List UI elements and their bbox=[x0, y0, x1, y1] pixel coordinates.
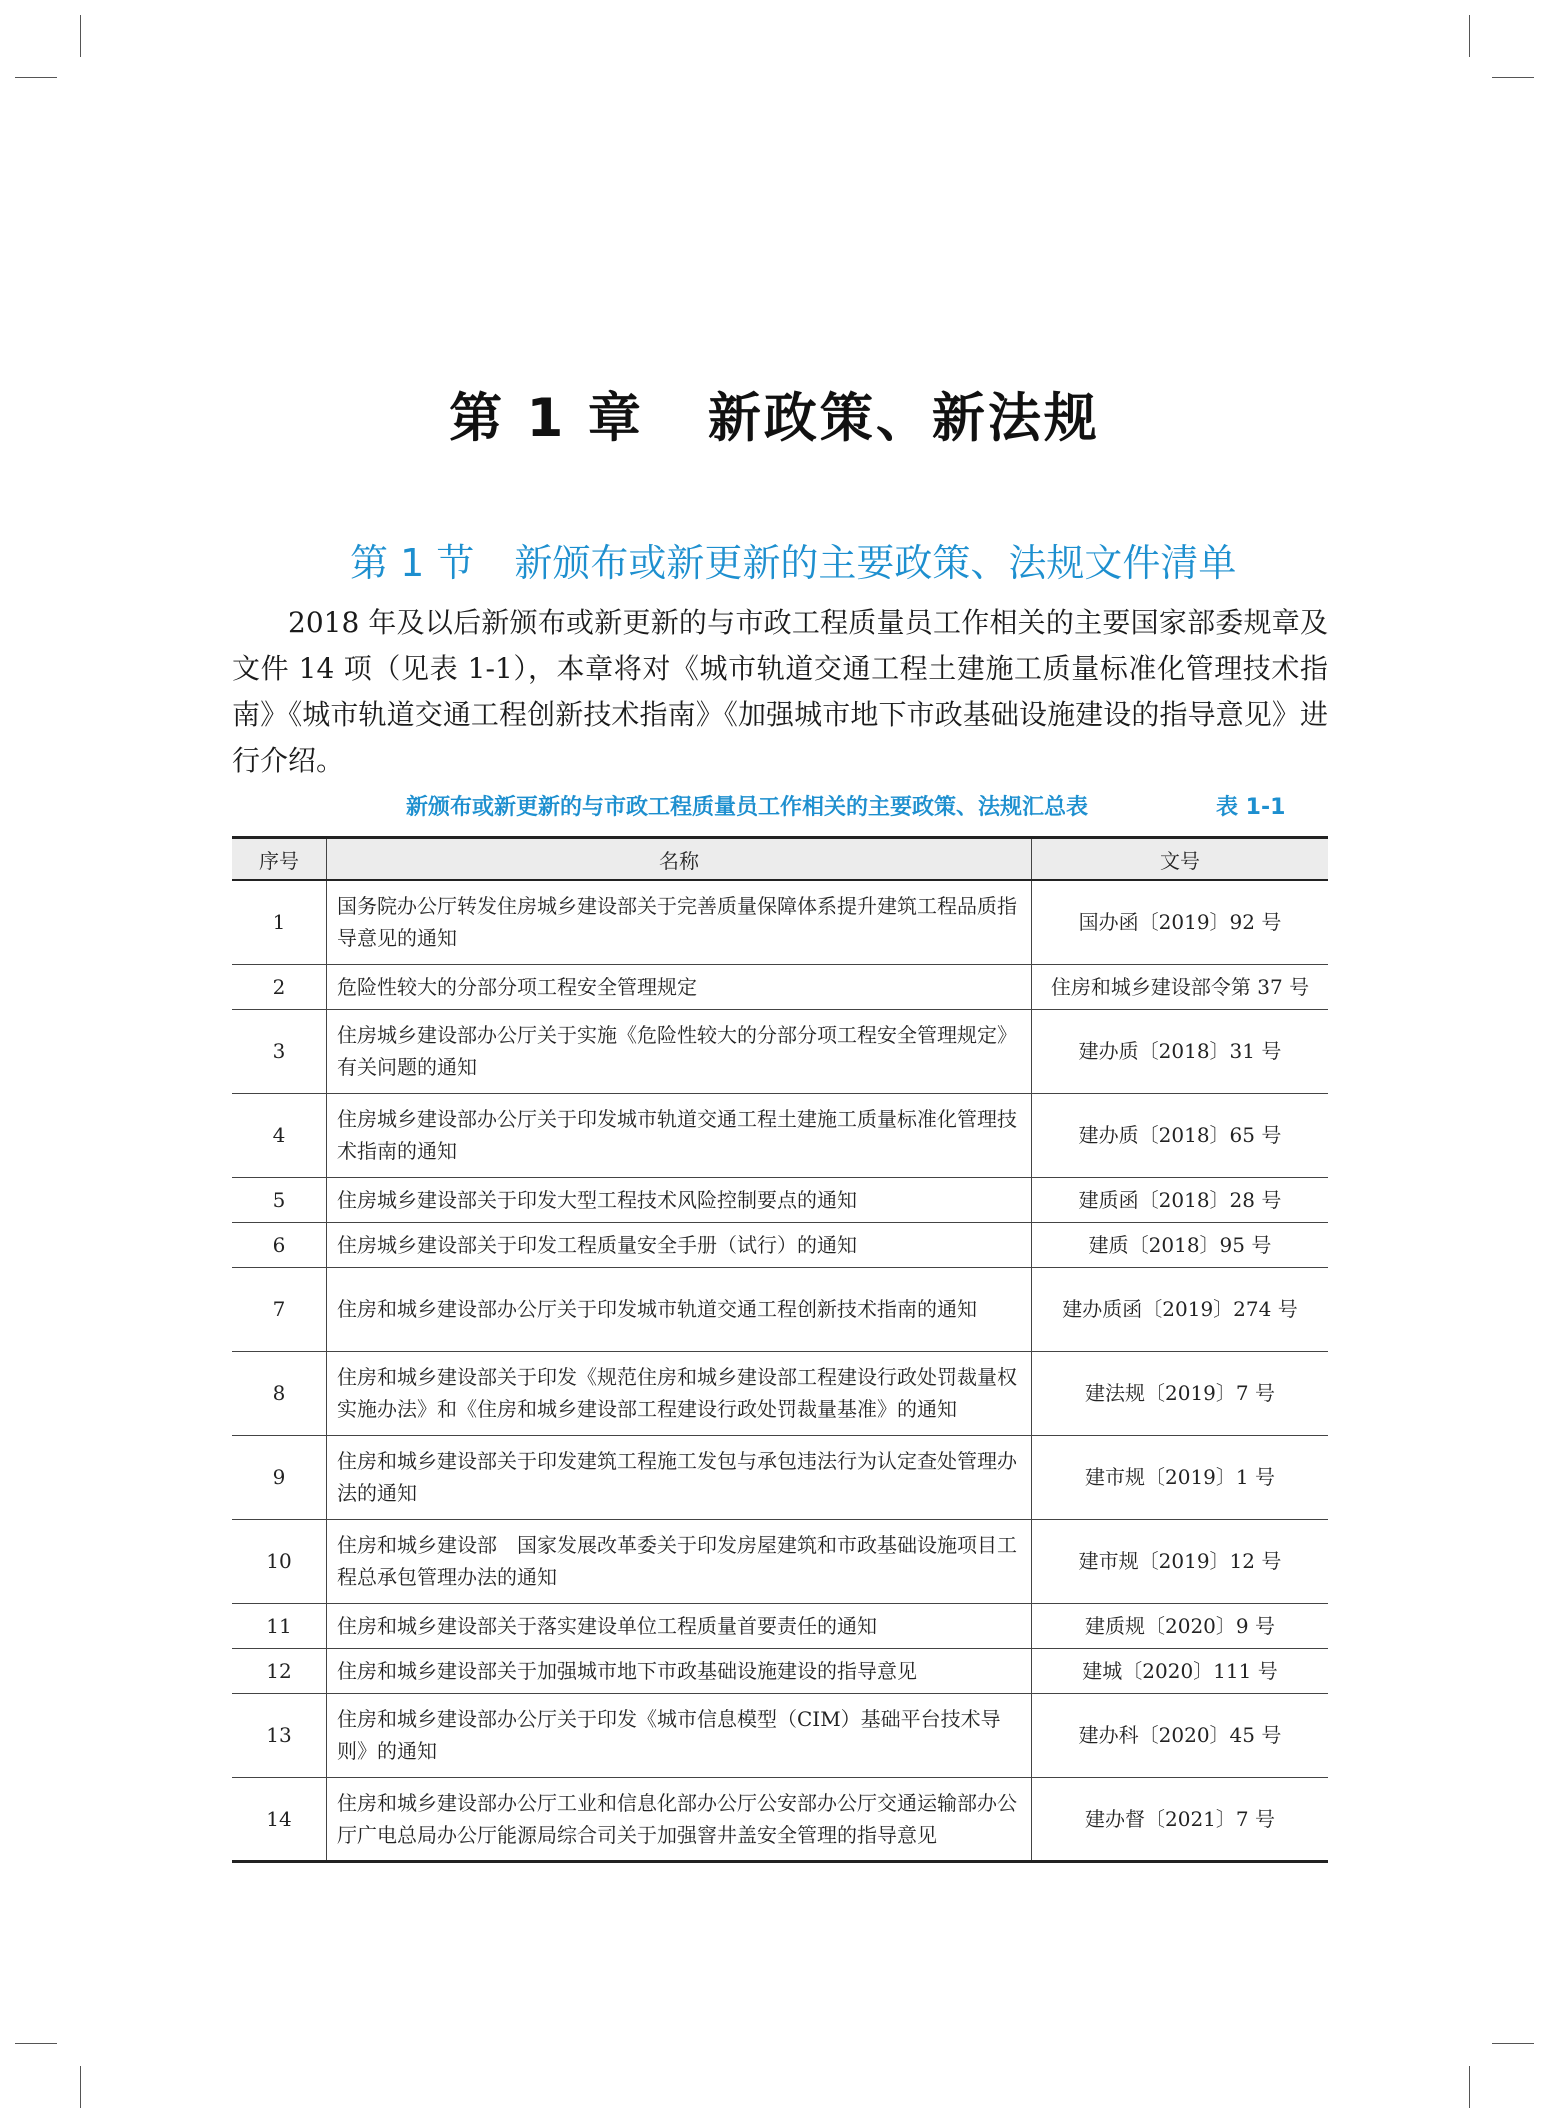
row-name: 住房和城乡建设部 国家发展改革委关于印发房屋建筑和市政基础设施项目工程总承包管理办法的通知 bbox=[327, 1519, 1032, 1603]
table-row bbox=[232, 1648, 1328, 1693]
row-doc: 建办质〔2018〕31 号 bbox=[1032, 1009, 1329, 1093]
table-row bbox=[232, 964, 1328, 1009]
header-doc: 文号 bbox=[1032, 838, 1329, 881]
crop-mark bbox=[1492, 2043, 1534, 2044]
table-caption-title: 新颁布或新更新的与市政工程质量员工作相关的主要政策、法规汇总表 bbox=[406, 795, 1089, 820]
table-row bbox=[232, 1351, 1328, 1435]
table-row bbox=[232, 1222, 1328, 1267]
row-doc: 建市规〔2019〕1 号 bbox=[1032, 1435, 1329, 1519]
crop-mark bbox=[1492, 77, 1534, 78]
crop-mark bbox=[80, 15, 81, 57]
row-doc: 建城〔2020〕111 号 bbox=[1032, 1648, 1329, 1693]
table-header-row bbox=[232, 838, 1328, 881]
row-doc: 建法规〔2019〕7 号 bbox=[1032, 1351, 1329, 1435]
row-no: 9 bbox=[232, 1435, 327, 1519]
row-no: 7 bbox=[232, 1267, 327, 1351]
table-row bbox=[232, 1519, 1328, 1603]
chapter-title bbox=[0, 376, 1549, 452]
row-name: 住房和城乡建设部办公厅关于印发城市轨道交通工程创新技术指南的通知 bbox=[327, 1267, 1032, 1351]
table-row bbox=[232, 1693, 1328, 1777]
row-no: 5 bbox=[232, 1177, 327, 1222]
table-row bbox=[232, 1009, 1328, 1093]
row-no: 1 bbox=[232, 880, 327, 964]
row-doc: 建办督〔2021〕7 号 bbox=[1032, 1777, 1329, 1861]
table-caption-number: 表 1-1 bbox=[1216, 795, 1286, 820]
table-row bbox=[232, 1777, 1328, 1861]
row-name: 危险性较大的分部分项工程安全管理规定 bbox=[327, 964, 1032, 1009]
header-no: 序号 bbox=[232, 838, 327, 881]
row-name: 住房和城乡建设部办公厅关于印发《城市信息模型（CIM）基础平台技术导则》的通知 bbox=[327, 1693, 1032, 1777]
policy-table bbox=[232, 836, 1328, 1863]
row-no: 14 bbox=[232, 1777, 327, 1861]
row-name: 住房城乡建设部办公厅关于印发城市轨道交通工程土建施工质量标准化管理技术指南的通知 bbox=[327, 1093, 1032, 1177]
row-name: 住房城乡建设部关于印发工程质量安全手册（试行）的通知 bbox=[327, 1222, 1032, 1267]
row-no: 8 bbox=[232, 1351, 327, 1435]
section-name: 新颁布或新更新的主要政策、法规文件清单 bbox=[514, 541, 1237, 585]
row-no: 13 bbox=[232, 1693, 327, 1777]
row-doc: 住房和城乡建设部令第 37 号 bbox=[1032, 964, 1329, 1009]
crop-mark bbox=[80, 2066, 81, 2108]
row-no: 6 bbox=[232, 1222, 327, 1267]
table-row bbox=[232, 1093, 1328, 1177]
row-name: 住房城乡建设部关于印发大型工程技术风险控制要点的通知 bbox=[327, 1177, 1032, 1222]
row-no: 12 bbox=[232, 1648, 327, 1693]
crop-mark bbox=[1469, 15, 1470, 57]
row-name: 住房和城乡建设部关于印发《规范住房和城乡建设部工程建设行政处罚裁量权实施办法》和《住房和城乡建设部工程建设行政处罚裁量基准》的通知 bbox=[327, 1351, 1032, 1435]
row-name: 国务院办公厅转发住房城乡建设部关于完善质量保障体系提升建筑工程品质指导意见的通知 bbox=[327, 880, 1032, 964]
row-doc: 建质规〔2020〕9 号 bbox=[1032, 1603, 1329, 1648]
table-row bbox=[232, 1267, 1328, 1351]
intro-paragraph: 2018 年及以后新颁布或新更新的与市政工程质量员工作相关的主要国家部委规章及文件 14 项（见表 1-1），本章将对《城市轨道交通工程土建施工质量标准化管理技术指南》《城市轨道交通工程创新技术指南》《加强城市地下市政基础设施建设的指导意见》进行介绍。 bbox=[232, 606, 1328, 777]
row-no: 3 bbox=[232, 1009, 327, 1093]
table-row bbox=[232, 880, 1328, 964]
section-title bbox=[350, 532, 1236, 587]
row-doc: 建办质〔2018〕65 号 bbox=[1032, 1093, 1329, 1177]
row-no: 4 bbox=[232, 1093, 327, 1177]
chapter-name: 新政策、新法规 bbox=[707, 388, 1100, 449]
table-row bbox=[232, 1435, 1328, 1519]
row-doc: 建质函〔2018〕28 号 bbox=[1032, 1177, 1329, 1222]
row-doc: 建质〔2018〕95 号 bbox=[1032, 1222, 1329, 1267]
chapter-number: 第 1 章 bbox=[449, 388, 644, 449]
row-name: 住房和城乡建设部办公厅工业和信息化部办公厅公安部办公厅交通运输部办公厅广电总局办公厅能源局综合司关于加强窨井盖安全管理的指导意见 bbox=[327, 1777, 1032, 1861]
row-doc: 建市规〔2019〕12 号 bbox=[1032, 1519, 1329, 1603]
row-no: 2 bbox=[232, 964, 327, 1009]
row-doc: 建办质函〔2019〕274 号 bbox=[1032, 1267, 1329, 1351]
table-row bbox=[232, 1603, 1328, 1648]
crop-mark bbox=[1469, 2066, 1470, 2108]
row-name: 住房和城乡建设部关于落实建设单位工程质量首要责任的通知 bbox=[327, 1603, 1032, 1648]
section-number: 第 1 节 bbox=[350, 541, 475, 585]
row-doc: 建办科〔2020〕45 号 bbox=[1032, 1693, 1329, 1777]
table-row bbox=[232, 1177, 1328, 1222]
row-no: 11 bbox=[232, 1603, 327, 1648]
row-no: 10 bbox=[232, 1519, 327, 1603]
row-doc: 国办函〔2019〕92 号 bbox=[1032, 880, 1329, 964]
row-name: 住房和城乡建设部关于印发建筑工程施工发包与承包违法行为认定查处管理办法的通知 bbox=[327, 1435, 1032, 1519]
header-name: 名称 bbox=[327, 838, 1032, 881]
row-name: 住房城乡建设部办公厅关于实施《危险性较大的分部分项工程安全管理规定》有关问题的通知 bbox=[327, 1009, 1032, 1093]
crop-mark bbox=[15, 2043, 57, 2044]
row-name: 住房和城乡建设部关于加强城市地下市政基础设施建设的指导意见 bbox=[327, 1648, 1032, 1693]
crop-mark bbox=[15, 77, 57, 78]
